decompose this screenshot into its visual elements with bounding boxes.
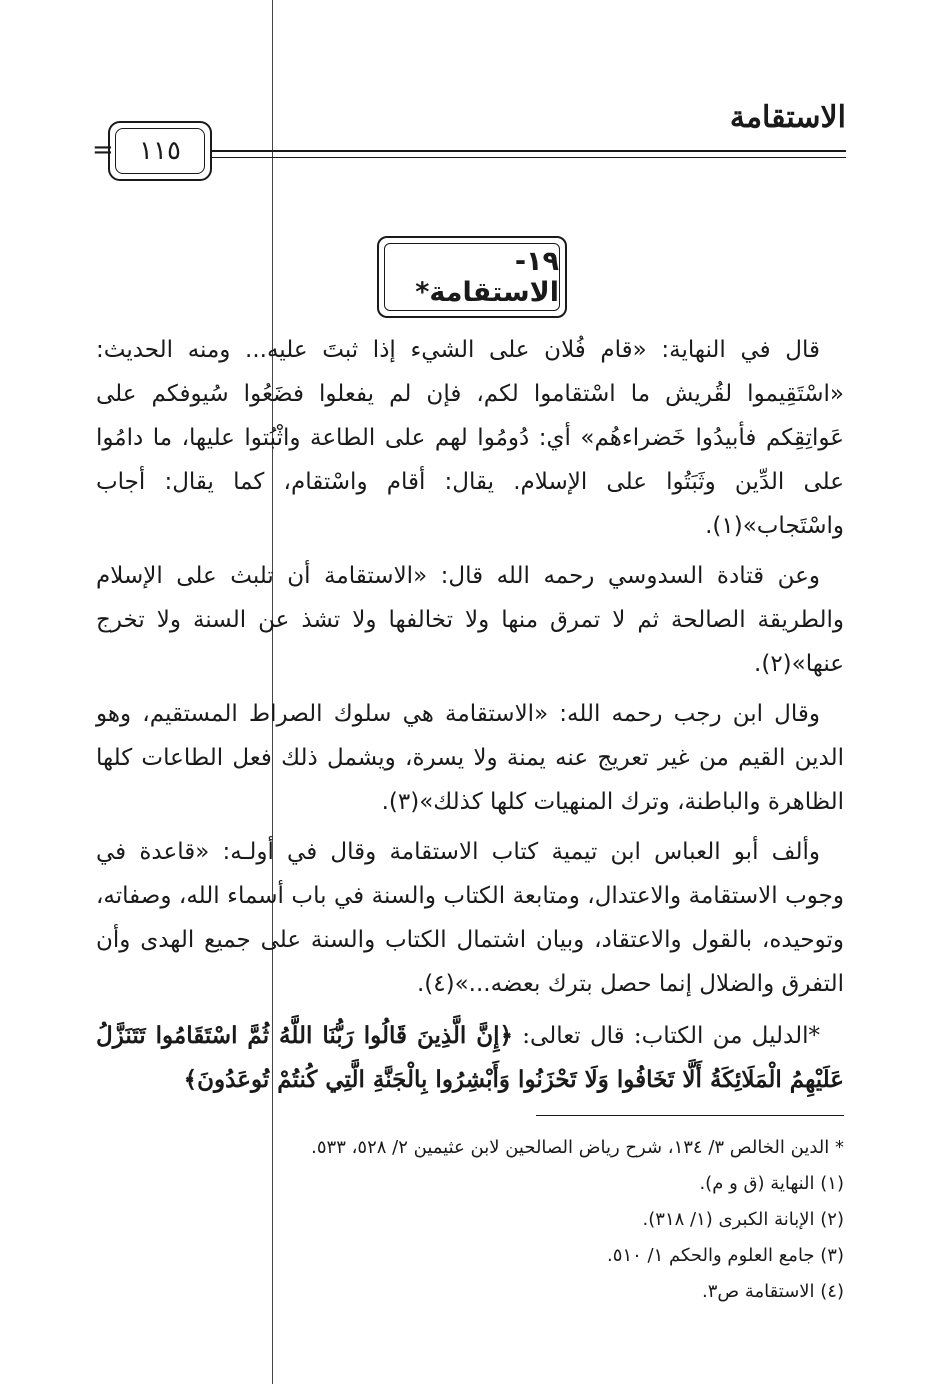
running-title: الاستقامة xyxy=(729,100,846,135)
footnote-rule xyxy=(536,1115,844,1116)
evidence-intro: *الدليل من الكتاب: قال تعالى: xyxy=(522,1023,821,1049)
paragraph-ibn-rajab: وقال ابن رجب رحمه الله: «الاستقامة هي سلوك الصراط المستقيم، وهو الدين القيم من غير تعريج عنه يمنة ولا يسرة، ويشمل ذلك فعل الطاعات كلها الظاهرة والباطنة، وترك المنهيات كلها كذلك»(٣). xyxy=(96,701,844,815)
paragraph-ibn-taymiyya: وألف أبو العباس ابن تيمية كتاب الاستقامة وقال في أولـه: «قاعدة في وجوب الاستقامة والاعتدال، ومتابعة الكتاب والسنة في باب أسماء الله، وصفاته، وتوحيده، بالقول والاعتقاد، وبيان اشتمال الكتاب والسنة على جميع الهدى وأن التفرق والضلال إنما حصل بترك بعضه...»(٤). xyxy=(96,839,844,997)
section-title-frame xyxy=(377,236,567,318)
footnote-2: (٢) الإبانة الكبرى (١/ ٣١٨). xyxy=(642,1209,844,1230)
footnotes xyxy=(96,1130,844,1310)
footnote-star: * الدين الخالص ٣/ ١٣٤، شرح رياض الصالحين لابن عثيمين ٢/ ٥٢٨، ٥٣٣. xyxy=(311,1137,844,1158)
page-number: ١١٥ xyxy=(115,128,205,174)
paragraph-nihaya: قال في النهاية: «قام فُلان على الشيء إذا ثبتَ عليه... ومنه الحديث: «اسْتَقِيموا لقُريش ما اسْتقاموا لكم، فإن لم يفعلوا فضَعُوا سُيوفكم على عَواتِقِكم فأبيدُوا خَضراءهُم» أي: دُومُوا لهم على الطاعة واثْبُتوا عليها، ما دامُوا على الدِّين وثَبَتُوا على الإسلام. يقال: أقام واسْتقام، كما يقال: أجاب واسْتَجاب»(١). xyxy=(96,337,844,539)
footnote-1: (١) النهاية (ق و م). xyxy=(699,1173,844,1194)
page-number-frame xyxy=(108,121,212,181)
footnote-4: (٤) الاستقامة ص٣. xyxy=(702,1281,844,1302)
paragraph-qatada: وعن قتادة السدوسي رحمه الله قال: «الاستقامة أن تلبث على الإسلام والطريقة الصالحة ثم لا تمرق منها ولا تخالفها ولا تشذ عن السنة ولا تخرج عنها»(٢). xyxy=(96,563,844,677)
section-title: ١٩- الاستقامة* xyxy=(384,243,560,311)
quran-verse: ﴿إِنَّ الَّذِينَ قَالُوا رَبُّنَا اللَّهُ ثُمَّ اسْتَقَامُوا تَتَنَزَّلُ عَلَيْهِمُ الْمَلَائِكَةُ أَلَّا تَخَافُوا وَلَا تَحْزَنُوا وَأَبْشِرُوا بِالْجَنَّةِ الَّتِي كُنتُمْ تُوعَدُونَ﴾ xyxy=(96,1022,844,1093)
header-ornament: = xyxy=(92,135,114,165)
footnote-3: (٣) جامع العلوم والحكم ١/ ٥١٠. xyxy=(607,1245,844,1266)
body-text xyxy=(96,328,844,1108)
header-rule xyxy=(210,150,846,158)
evidence-paragraph xyxy=(96,1014,844,1102)
